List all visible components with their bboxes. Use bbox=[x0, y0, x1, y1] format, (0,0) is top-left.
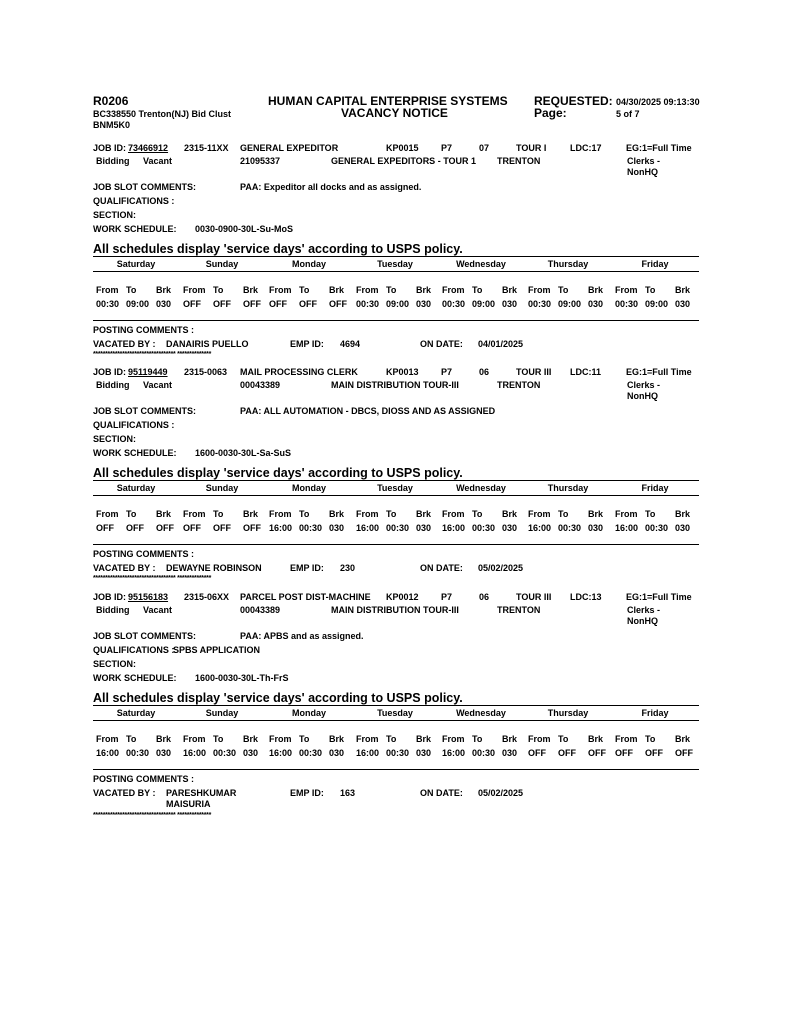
column-header: From bbox=[96, 734, 119, 744]
schedule-cell: 16:00 bbox=[356, 748, 380, 758]
location: TRENTON bbox=[497, 605, 541, 615]
job-slot-comments-label: JOB SLOT COMMENTS: bbox=[93, 406, 196, 416]
column-header: From bbox=[96, 509, 119, 519]
schedule-cell: 030 bbox=[416, 299, 432, 309]
schedule-cell: OFF bbox=[126, 523, 144, 533]
column-header: To bbox=[645, 285, 656, 295]
schedule-cell: 00:30 bbox=[528, 299, 552, 309]
emp-id-value: 163 bbox=[340, 788, 356, 798]
day-header: Saturday bbox=[116, 483, 156, 493]
star-separator: ********************************** ************** bbox=[93, 351, 212, 358]
schedule-cell: 00:30 bbox=[645, 523, 669, 533]
column-header: To bbox=[213, 509, 224, 519]
day-header: Thursday bbox=[547, 259, 589, 269]
craft-sub: NonHQ bbox=[627, 391, 658, 401]
schedule-cell: 00:30 bbox=[442, 299, 466, 309]
qualifications-value: SPBS APPLICATION bbox=[173, 645, 261, 655]
job-id-link[interactable]: 95119449 bbox=[128, 367, 168, 377]
column-header: Brk bbox=[502, 509, 518, 519]
kp-code: KP0013 bbox=[386, 367, 419, 377]
schedule-notice: All schedules display 'service days' according to USPS policy. bbox=[93, 242, 463, 256]
star-separator: ********************************** ************** bbox=[93, 812, 212, 819]
day-header: Monday bbox=[291, 259, 327, 269]
column-header: From bbox=[356, 509, 379, 519]
schedule-cell: 030 bbox=[675, 523, 691, 533]
schedule-notice: All schedules display 'service days' according to USPS policy. bbox=[93, 691, 463, 705]
column-header: Brk bbox=[675, 509, 691, 519]
divider bbox=[93, 320, 699, 321]
section-label: SECTION: bbox=[93, 434, 137, 444]
column-header: Brk bbox=[243, 734, 259, 744]
schedule-cell: OFF bbox=[675, 748, 693, 758]
schedule-cell: 030 bbox=[156, 299, 172, 309]
column-header: From bbox=[442, 734, 465, 744]
job-title: MAIL PROCESSING CLERK bbox=[240, 367, 358, 377]
schedule-cell: 00:30 bbox=[356, 299, 380, 309]
column-header: From bbox=[528, 285, 551, 295]
employee-group: EG:1=Full Time bbox=[626, 592, 692, 602]
posting-comments-label: POSTING COMMENTS : bbox=[93, 549, 194, 559]
assignment: MAIN DISTRIBUTION TOUR-III bbox=[331, 605, 459, 615]
emp-id-label: EMP ID: bbox=[290, 788, 324, 798]
schedule-cell: 030 bbox=[502, 523, 518, 533]
column-header: Brk bbox=[156, 509, 172, 519]
column-header: To bbox=[558, 285, 569, 295]
work-schedule-code: 1600-0030-30L-Sa-SuS bbox=[195, 448, 292, 458]
location: TRENTON bbox=[497, 380, 541, 390]
job-id-link[interactable]: 95156183 bbox=[128, 592, 169, 602]
column-header: From bbox=[442, 509, 465, 519]
schedule-cell: 030 bbox=[502, 299, 518, 309]
grade: P7 bbox=[441, 143, 453, 153]
day-header: Wednesday bbox=[456, 259, 506, 269]
schedule-cell: OFF bbox=[243, 299, 261, 309]
requested-value: 04/30/2025 09:13:30 bbox=[616, 97, 700, 107]
schedule-cell: 030 bbox=[416, 748, 432, 758]
day-header: Friday bbox=[641, 259, 669, 269]
column-header: To bbox=[386, 734, 397, 744]
ldc: LDC:13 bbox=[570, 592, 602, 602]
kp-code: KP0012 bbox=[386, 592, 419, 602]
vacated-by-name-cont: MAISURIA bbox=[166, 799, 211, 809]
day-header: Friday bbox=[641, 483, 669, 493]
schedule-cell: 030 bbox=[156, 748, 172, 758]
schedule-cell: 00:30 bbox=[615, 299, 639, 309]
ldc: LDC:11 bbox=[570, 367, 602, 377]
on-date-label: ON DATE: bbox=[420, 339, 463, 349]
assignment: MAIN DISTRIBUTION TOUR-III bbox=[331, 380, 459, 390]
schedule-cell: OFF bbox=[213, 523, 231, 533]
craft-sub: NonHQ bbox=[627, 167, 658, 177]
column-header: To bbox=[558, 509, 569, 519]
posting-comments-label: POSTING COMMENTS : bbox=[93, 325, 194, 335]
column-header: To bbox=[472, 509, 483, 519]
position-number: 00043389 bbox=[240, 605, 281, 615]
column-header: Brk bbox=[502, 734, 518, 744]
column-header: Brk bbox=[156, 734, 172, 744]
column-header: From bbox=[96, 285, 119, 295]
bidding-status: Bidding bbox=[96, 156, 130, 166]
schedule-cell: 16:00 bbox=[269, 523, 293, 533]
posting-comments-label: POSTING COMMENTS : bbox=[93, 774, 194, 784]
schedule-cell: OFF bbox=[183, 523, 201, 533]
job-slot-comment: PAA: ALL AUTOMATION - DBCS, DIOSS AND AS ASSIGNED bbox=[240, 406, 496, 416]
day-header: Thursday bbox=[547, 708, 589, 718]
emp-id-label: EMP ID: bbox=[290, 339, 324, 349]
grade: P7 bbox=[441, 592, 453, 602]
schedule-cell: OFF bbox=[299, 299, 317, 309]
emp-id-value: 230 bbox=[340, 563, 356, 573]
tour: TOUR I bbox=[516, 143, 547, 153]
column-header: Brk bbox=[416, 285, 432, 295]
vacated-by-label: VACATED BY : bbox=[93, 563, 156, 573]
vacant-status: Vacant bbox=[143, 380, 173, 390]
vacated-by-name: PARESHKUMAR bbox=[166, 788, 237, 798]
column-header: From bbox=[269, 285, 292, 295]
qualifications-label: QUALIFICATIONS : bbox=[93, 420, 175, 430]
schedule-cell: 16:00 bbox=[528, 523, 552, 533]
schedule-cell: 09:00 bbox=[472, 299, 496, 309]
schedule-cell: 09:00 bbox=[386, 299, 410, 309]
cluster-code: BNM5K0 bbox=[93, 120, 131, 130]
vacated-by-label: VACATED BY : bbox=[93, 339, 156, 349]
job-title: PARCEL POST DIST-MACHINE bbox=[240, 592, 371, 602]
tour: TOUR III bbox=[516, 592, 552, 602]
day-header: Tuesday bbox=[377, 259, 413, 269]
column-header: To bbox=[299, 734, 310, 744]
position-number: 00043389 bbox=[240, 380, 281, 390]
column-header: To bbox=[472, 734, 483, 744]
divider bbox=[93, 256, 699, 257]
employee-group: EG:1=Full Time bbox=[626, 367, 692, 377]
schedule-cell: OFF bbox=[243, 523, 261, 533]
column-header: From bbox=[615, 285, 638, 295]
day-header: Sunday bbox=[205, 708, 239, 718]
column-header: To bbox=[386, 285, 397, 295]
schedule-cell: 030 bbox=[588, 523, 604, 533]
on-date-label: ON DATE: bbox=[420, 563, 463, 573]
column-header: To bbox=[126, 285, 137, 295]
divider bbox=[93, 769, 699, 770]
column-header: Brk bbox=[416, 509, 432, 519]
craft: Clerks - bbox=[627, 380, 661, 390]
schedule-cell: OFF bbox=[329, 299, 347, 309]
divider bbox=[93, 495, 699, 496]
schedule-cell: OFF bbox=[558, 748, 576, 758]
column-header: Brk bbox=[329, 285, 345, 295]
column-header: From bbox=[528, 509, 551, 519]
schedule-cell: 00:30 bbox=[299, 523, 323, 533]
column-header: To bbox=[213, 734, 224, 744]
schedule-cell: 09:00 bbox=[126, 299, 150, 309]
day-header: Tuesday bbox=[377, 483, 413, 493]
schedule-cell: 16:00 bbox=[442, 748, 466, 758]
vacant-status: Vacant bbox=[143, 605, 173, 615]
assignment: GENERAL EXPEDITORS - TOUR 1 bbox=[331, 156, 477, 166]
column-header: To bbox=[558, 734, 569, 744]
schedule-cell: 00:30 bbox=[96, 299, 120, 309]
schedule-cell: OFF bbox=[528, 748, 546, 758]
page-label: Page: bbox=[534, 106, 567, 120]
column-header: To bbox=[213, 285, 224, 295]
craft-sub: NonHQ bbox=[627, 616, 658, 626]
schedule-cell: OFF bbox=[156, 523, 174, 533]
work-schedule-label: WORK SCHEDULE: bbox=[93, 224, 177, 234]
page-value: 5 of 7 bbox=[616, 109, 640, 119]
tour: TOUR III bbox=[516, 367, 552, 377]
schedule-cell: 16:00 bbox=[183, 748, 207, 758]
schedule-cell: OFF bbox=[213, 299, 231, 309]
on-date-label: ON DATE: bbox=[420, 788, 463, 798]
column-header: To bbox=[126, 509, 137, 519]
day-header: Sunday bbox=[205, 483, 239, 493]
column-header: To bbox=[645, 734, 656, 744]
column-header: From bbox=[615, 509, 638, 519]
job-slot-comments-label: JOB SLOT COMMENTS: bbox=[93, 631, 196, 641]
schedule-cell: OFF bbox=[96, 523, 114, 533]
day-header: Monday bbox=[291, 483, 327, 493]
schedule-cell: 00:30 bbox=[472, 748, 496, 758]
schedule-cell: 030 bbox=[329, 748, 345, 758]
day-header: Friday bbox=[641, 708, 669, 718]
divider bbox=[93, 544, 699, 545]
report-subtitle: VACANCY NOTICE bbox=[341, 106, 448, 120]
column-header: Brk bbox=[329, 734, 345, 744]
job-slot-comments-label: JOB SLOT COMMENTS: bbox=[93, 182, 196, 192]
column-header: To bbox=[299, 509, 310, 519]
day-header: Saturday bbox=[116, 259, 156, 269]
craft: Clerks - bbox=[627, 156, 661, 166]
report-id: R0206 bbox=[93, 94, 129, 108]
report-title: HUMAN CAPITAL ENTERPRISE SYSTEMS bbox=[268, 94, 508, 108]
divider bbox=[93, 480, 699, 481]
work-schedule-label: WORK SCHEDULE: bbox=[93, 673, 177, 683]
day-header: Monday bbox=[291, 708, 327, 718]
column-header: To bbox=[645, 509, 656, 519]
day-header: Thursday bbox=[547, 483, 589, 493]
schedule-cell: 16:00 bbox=[356, 523, 380, 533]
kp-code: KP0015 bbox=[386, 143, 419, 153]
day-header: Saturday bbox=[116, 708, 156, 718]
bidding-status: Bidding bbox=[96, 380, 130, 390]
schedule-cell: 00:30 bbox=[558, 523, 582, 533]
job-id-label: JOB ID: bbox=[93, 143, 127, 153]
divider bbox=[93, 705, 699, 706]
day-header: Wednesday bbox=[456, 708, 506, 718]
schedule-cell: 00:30 bbox=[386, 523, 410, 533]
column-header: Brk bbox=[243, 285, 259, 295]
column-header: Brk bbox=[588, 509, 604, 519]
qualifications-label: QUALIFICATIONS : bbox=[93, 645, 175, 655]
occupation-code: 2315-0063 bbox=[184, 367, 228, 377]
job-title: GENERAL EXPEDITOR bbox=[240, 143, 339, 153]
day-header: Wednesday bbox=[456, 483, 506, 493]
day-header: Sunday bbox=[205, 259, 239, 269]
schedule-cell: 09:00 bbox=[558, 299, 582, 309]
column-header: Brk bbox=[243, 509, 259, 519]
schedule-cell: 030 bbox=[675, 299, 691, 309]
column-header: Brk bbox=[416, 734, 432, 744]
schedule-cell: 00:30 bbox=[126, 748, 150, 758]
job-id-link[interactable]: 73466912 bbox=[128, 143, 169, 153]
column-header: From bbox=[269, 509, 292, 519]
emp-id-label: EMP ID: bbox=[290, 563, 324, 573]
schedule-cell: 00:30 bbox=[386, 748, 410, 758]
column-header: From bbox=[183, 285, 206, 295]
schedule-notice: All schedules display 'service days' according to USPS policy. bbox=[93, 466, 463, 480]
occupation-code: 2315-06XX bbox=[184, 592, 230, 602]
schedule-cell: 030 bbox=[329, 523, 345, 533]
column-header: From bbox=[356, 734, 379, 744]
grade: P7 bbox=[441, 367, 453, 377]
job-id-label: JOB ID: bbox=[93, 367, 127, 377]
schedule-cell: 16:00 bbox=[442, 523, 466, 533]
column-header: Brk bbox=[329, 509, 345, 519]
column-header: From bbox=[615, 734, 638, 744]
schedule-cell: 030 bbox=[588, 299, 604, 309]
bid-cluster: BC338550 Trenton(NJ) Bid Clust bbox=[93, 109, 232, 119]
section-label: SECTION: bbox=[93, 659, 137, 669]
section-label: SECTION: bbox=[93, 210, 137, 220]
on-date-value: 05/02/2025 bbox=[478, 563, 524, 573]
schedule-cell: 00:30 bbox=[213, 748, 237, 758]
schedule-cell: OFF bbox=[183, 299, 201, 309]
schedule-cell: 16:00 bbox=[96, 748, 120, 758]
ldc: LDC:17 bbox=[570, 143, 602, 153]
vacated-by-label: VACATED BY : bbox=[93, 788, 156, 798]
column-header: From bbox=[528, 734, 551, 744]
column-header: To bbox=[386, 509, 397, 519]
column-header: Brk bbox=[588, 734, 604, 744]
occupation-code: 2315-11XX bbox=[184, 143, 229, 153]
schedule-cell: 09:00 bbox=[645, 299, 669, 309]
column-header: Brk bbox=[588, 285, 604, 295]
column-header: From bbox=[183, 734, 206, 744]
column-header: To bbox=[126, 734, 137, 744]
job-slot-comment: PAA: APBS and as assigned. bbox=[240, 631, 364, 641]
employee-group: EG:1=Full Time bbox=[626, 143, 692, 153]
schedule-cell: OFF bbox=[615, 748, 633, 758]
vacant-status: Vacant bbox=[143, 156, 173, 166]
work-schedule-code: 0030-0900-30L-Su-MoS bbox=[195, 224, 294, 234]
on-date-value: 04/01/2025 bbox=[478, 339, 524, 349]
step: 06 bbox=[479, 367, 490, 377]
column-header: To bbox=[299, 285, 310, 295]
schedule-cell: 00:30 bbox=[472, 523, 496, 533]
job-id-label: JOB ID: bbox=[93, 592, 127, 602]
column-header: Brk bbox=[675, 285, 691, 295]
column-header: To bbox=[472, 285, 483, 295]
column-header: Brk bbox=[156, 285, 172, 295]
schedule-cell: 030 bbox=[416, 523, 432, 533]
divider bbox=[93, 271, 699, 272]
on-date-value: 05/02/2025 bbox=[478, 788, 524, 798]
bidding-status: Bidding bbox=[96, 605, 130, 615]
column-header: From bbox=[356, 285, 379, 295]
divider bbox=[93, 720, 699, 721]
column-header: Brk bbox=[675, 734, 691, 744]
column-header: From bbox=[183, 509, 206, 519]
requested-label: REQUESTED: bbox=[534, 94, 613, 108]
location: TRENTON bbox=[497, 156, 541, 166]
schedule-cell: 16:00 bbox=[269, 748, 293, 758]
column-header: From bbox=[269, 734, 292, 744]
schedule-cell: 00:30 bbox=[299, 748, 323, 758]
star-separator: ********************************** ************** bbox=[93, 575, 212, 582]
qualifications-label: QUALIFICATIONS : bbox=[93, 196, 175, 206]
vacated-by-name: DEWAYNE ROBINSON bbox=[166, 563, 262, 573]
position-number: 21095337 bbox=[240, 156, 281, 166]
column-header: From bbox=[442, 285, 465, 295]
schedule-cell: 16:00 bbox=[615, 523, 639, 533]
schedule-cell: OFF bbox=[269, 299, 287, 309]
step: 06 bbox=[479, 592, 490, 602]
schedule-cell: 030 bbox=[502, 748, 518, 758]
day-header: Tuesday bbox=[377, 708, 413, 718]
work-schedule-label: WORK SCHEDULE: bbox=[93, 448, 177, 458]
craft: Clerks - bbox=[627, 605, 661, 615]
step: 07 bbox=[479, 143, 490, 153]
emp-id-value: 4694 bbox=[340, 339, 361, 349]
schedule-cell: 030 bbox=[243, 748, 259, 758]
job-slot-comment: PAA: Expeditor all docks and as assigned. bbox=[240, 182, 422, 192]
column-header: Brk bbox=[502, 285, 518, 295]
schedule-cell: OFF bbox=[588, 748, 606, 758]
schedule-cell: OFF bbox=[645, 748, 663, 758]
work-schedule-code: 1600-0030-30L-Th-FrS bbox=[195, 673, 289, 683]
vacated-by-name: DANAIRIS PUELLO bbox=[166, 339, 249, 349]
